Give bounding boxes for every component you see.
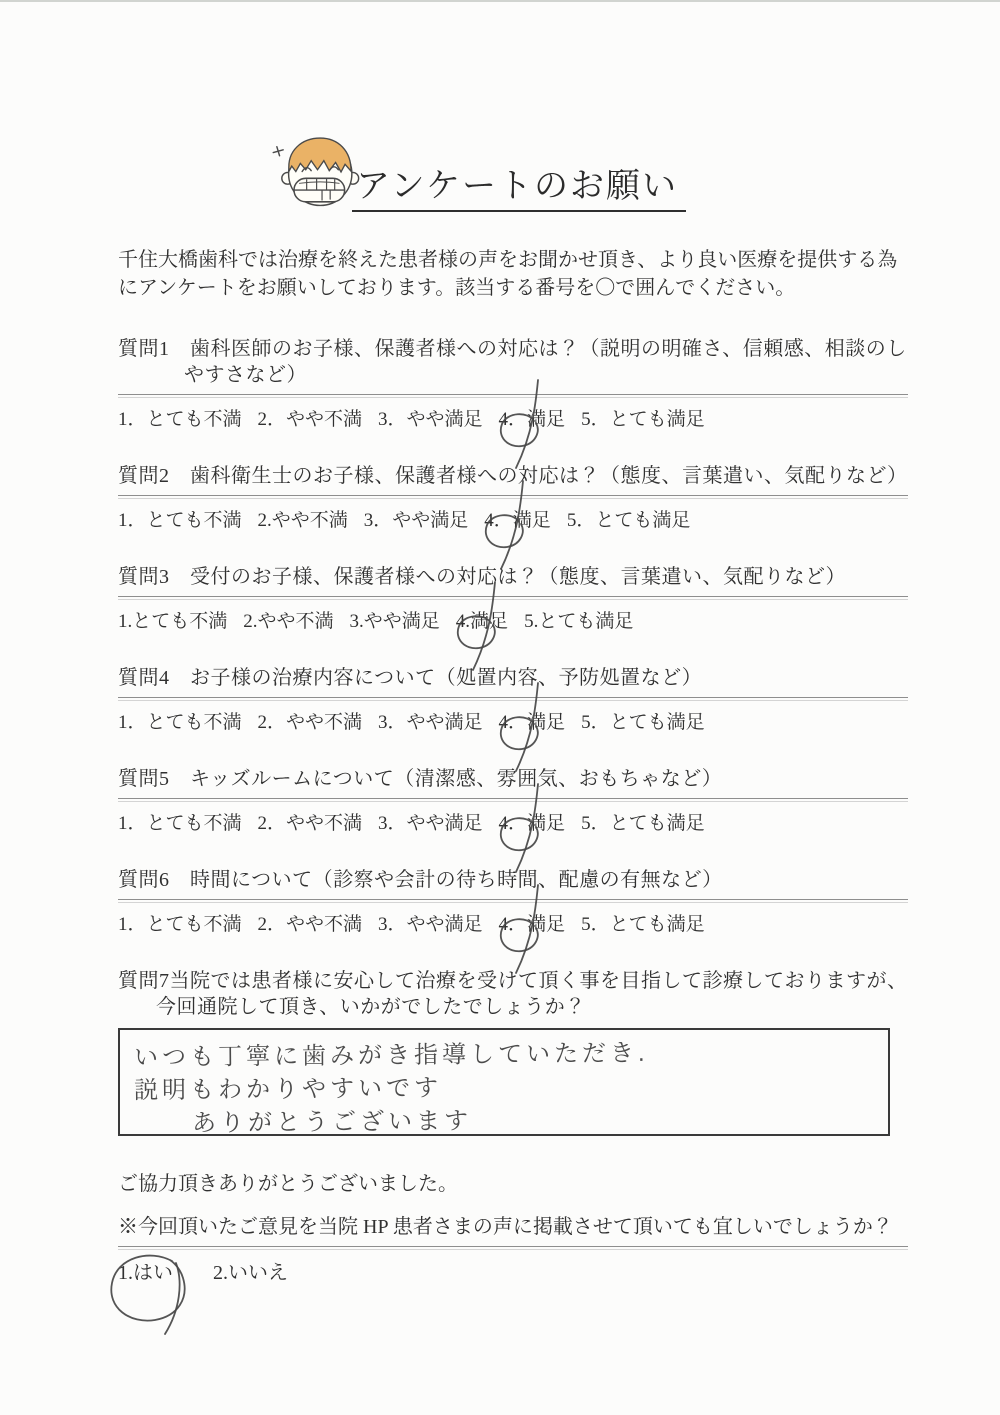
- hp-option-yes-circled: [118, 1261, 173, 1286]
- option-5: 5.とても満足: [524, 611, 634, 632]
- divider: [118, 899, 908, 903]
- hp-option-no: 2.いいえ: [213, 1262, 288, 1284]
- options-row: [118, 509, 908, 533]
- handwritten-line: いつも丁寧に歯みがき指導していただき.: [133, 1039, 649, 1072]
- intro-line: 千住大橋歯科では治療を終えた患者様の声をお聞かせ頂き、より良い医療を提供する為: [118, 249, 898, 271]
- option-2: 2．やや不満: [257, 813, 363, 834]
- option-2: 2．やや不満: [257, 409, 363, 430]
- option-3: 3.やや満足: [349, 611, 440, 632]
- question-5: [118, 766, 908, 836]
- question-title-continued: やすさなど）: [184, 364, 307, 386]
- intro-line: にアンケートをお願いしております。該当する番号を〇で囲んでください。: [118, 277, 796, 299]
- question-title: 質問5 キッズルームについて（清潔感、雰囲気、おもちゃなど）: [118, 768, 723, 790]
- option-1: 1.とても不満: [118, 611, 228, 632]
- handwritten-line: 説明もわかりやすいです: [133, 1074, 443, 1105]
- divider: [118, 495, 908, 499]
- options-row: [118, 913, 908, 937]
- option-4-circled: [499, 812, 566, 836]
- option-5: 5．とても満足: [581, 712, 705, 733]
- option-2: 2.やや不満: [257, 510, 348, 531]
- options-row: [118, 610, 908, 634]
- option-3: 3．やや満足: [378, 409, 483, 430]
- option-3: 3．やや満足: [378, 914, 483, 935]
- option-label: 4．満足: [498, 813, 566, 834]
- option-label: 1.はい: [118, 1262, 173, 1284]
- option-2: 2.やや不満: [243, 611, 334, 632]
- option-2: 2．やや不満: [257, 914, 363, 935]
- handwritten-line: ありがとうございます: [191, 1107, 473, 1138]
- option-label: 4．満足: [498, 409, 566, 430]
- question-1: [118, 336, 908, 432]
- closing-text: ご協力頂きありがとうございました。: [118, 1173, 458, 1195]
- option-1: 1．とても不満: [118, 813, 242, 834]
- question-title: 質問3 受付のお子様、保護者様への対応は？（態度、言葉遣い、気配りなど）: [118, 566, 846, 588]
- option-2: 2．やや不満: [257, 712, 363, 733]
- question-2: [118, 463, 908, 533]
- option-3: 3．やや満足: [378, 712, 483, 733]
- option-1: 1．とても不満: [118, 409, 242, 430]
- question-title: 質問1 歯科医師のお子様、保護者様への対応は？（説明の明確さ、信頼感、相談のし: [118, 338, 907, 360]
- option-3: 3．やや満足: [363, 510, 469, 531]
- option-4-circled: [499, 913, 566, 937]
- option-label: 4．満足: [498, 914, 566, 935]
- question-title: 質問7当院では患者様に安心して治療を受けて頂く事を目指して診療しておりますが、: [118, 970, 908, 992]
- divider: [118, 697, 908, 701]
- divider: [118, 596, 908, 600]
- question-3: [118, 564, 908, 634]
- option-5: 5．とても満足: [581, 813, 705, 834]
- option-label: 4．満足: [498, 712, 566, 733]
- option-5: 5．とても満足: [581, 409, 705, 430]
- divider: [118, 394, 908, 398]
- question-title: 質問2 歯科衛生士のお子様、保護者様への対応は？（態度、言葉遣い、気配りなど）: [118, 465, 908, 487]
- options-row: [118, 711, 908, 735]
- option-1: 1．とても不満: [118, 510, 242, 531]
- option-1: 1．とても不満: [118, 914, 242, 935]
- option-4-circled: [499, 408, 566, 432]
- divider: [118, 798, 908, 802]
- free-response-box: [118, 1028, 890, 1136]
- option-3: 3．やや満足: [378, 813, 483, 834]
- option-4-circled: [456, 610, 508, 634]
- option-4-circled: [484, 509, 551, 533]
- page-title: アンケートのお願い: [352, 168, 686, 212]
- hp-consent-question: ※今回頂いたご意見を当院 HP 患者さまの声に掲載させて頂いても宜しいでしょうか？: [118, 1216, 893, 1238]
- question-title: 質問4 お子様の治療内容について（処置内容、予防処置など）: [118, 667, 703, 689]
- option-4-circled: [499, 711, 566, 735]
- options-row: [118, 812, 908, 836]
- question-6: [118, 867, 908, 937]
- divider: [118, 1246, 908, 1250]
- question-title: 質問6 時間について（診察や会計の待ち時間、配慮の有無など）: [118, 869, 723, 891]
- hp-consent-options: [118, 1261, 908, 1286]
- option-label: 4．満足: [484, 510, 551, 531]
- options-row: [118, 408, 908, 432]
- mascot-child-face-icon: [266, 126, 360, 218]
- option-1: 1．とても不満: [118, 712, 242, 733]
- sparkle-icon: [273, 147, 283, 156]
- option-5: 5．とても満足: [566, 510, 691, 531]
- intro-text: [118, 246, 908, 302]
- option-5: 5．とても満足: [581, 914, 705, 935]
- question-title-continued: 今回通院して頂き、いかがでしたでしょうか？: [156, 996, 586, 1018]
- header: [266, 126, 908, 212]
- question-4: [118, 665, 908, 735]
- handwritten-circle-mark: [104, 1246, 198, 1338]
- question-7: [118, 968, 908, 1136]
- option-label: 4.満足: [455, 611, 509, 632]
